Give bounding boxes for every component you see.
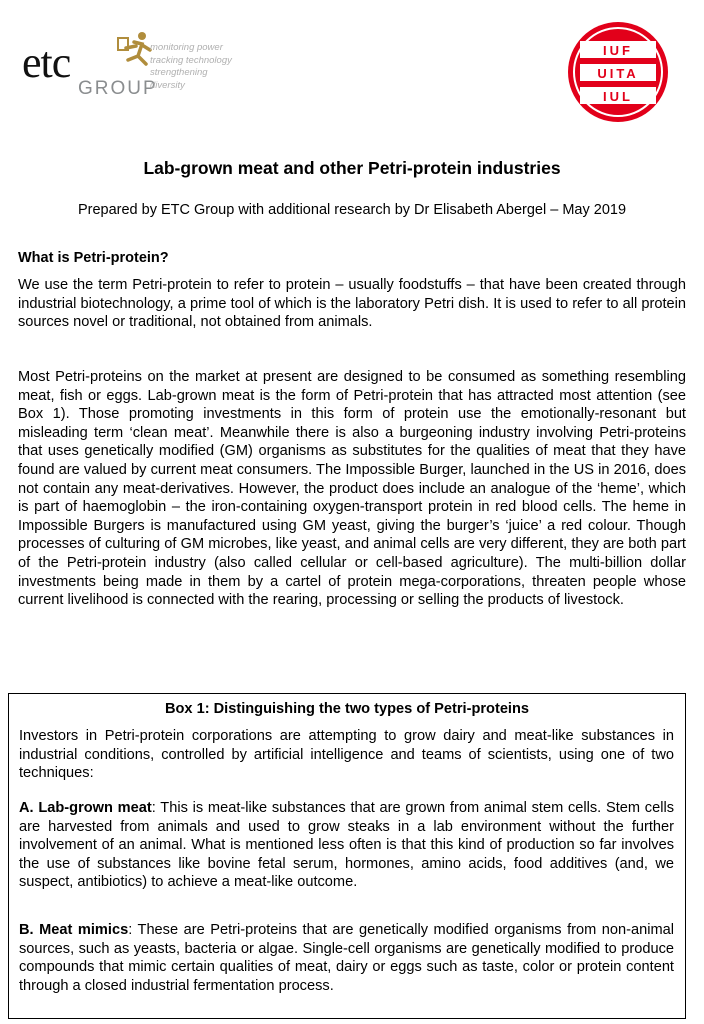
etc-tagline: monitoring power — [150, 42, 223, 53]
box-title: Box 1: Distinguishing the two types of Petri-proteins — [164, 701, 530, 717]
etc-logo-group: GROUP — [78, 78, 158, 99]
etc-logo-word: etc — [22, 38, 71, 87]
iuf-logo — [566, 20, 670, 124]
etc-tagline: tracking technology — [150, 54, 232, 66]
iuf-logo-line: UITA — [597, 66, 639, 81]
iuf-logo-line: IUL — [603, 89, 633, 104]
document-title: Lab-grown meat and other Petri-protein industries — [143, 158, 561, 178]
box-item-b-label: B. Meat mimics — [19, 922, 129, 938]
document-header — [0, 0, 704, 120]
box-item-b — [19, 921, 674, 995]
paragraph: Most Petri-proteins on the market at present are designed to be consumed as something resembling meat, fish or eggs. Lab-grown meat is the form of Petri-protein that has attracted most attention (see Box 1). Those promoting investments in this form of protein use the emotionally-resonant but misleading term ‘clean meat’. Meanwhile there is also a burgeoning industry involving Petri-proteins that uses genetically modified (GM) organisms as substitutes for the qualities of meat that they have found are valued by current meat consumers. The Impossible Burger, launched in the US in 2016, does not contain any meat-derivatives. However, the product does include an analogue of the ‘heme’, which is part of haemoglobin – the iron-containing oxygen-transport protein in red blood cells. The heme in Impossible Burgers is manufactured using GM yeast, giving the burger’s ‘juice’ a red colour. Though processes of culturing of GM microbes, like yeast, and animal cells are very different, they are both part of the Petri-protein industry (also called cellular or cell-based agriculture). The multi-billion dollar investments being made in them by a cartel of protein mega-corporations, threaten people whose current livelihood is connected with the rearing, processing or selling the products of livestock. — [18, 369, 686, 609]
etc-tagline: strengthening diversity — [150, 67, 208, 91]
box-item-a-text: : This is meat-like substances that are grown from animal stem cells. Stem cells are harvested from animals and used to grow steaks in a lab environment without the further involvement of an animal. What is mentioned less often is that this kind of production so far involves the use of substances like bovine fetal serum, hormones, amino acids, food additives (and, we suspect, antibiotics) to achieve a meat-like outcome. — [19, 800, 674, 891]
box-item-a-label: A. Lab-grown meat — [19, 800, 152, 816]
info-box — [8, 693, 686, 1019]
box-item-a — [19, 799, 674, 892]
document-subtitle: Prepared by ETC Group with additional research by Dr Elisabeth Abergel – May 2019 — [77, 202, 627, 218]
iuf-logo-line: IUF — [603, 43, 633, 58]
paragraph: We use the term Petri-protein to refer to protein – usually foodstuffs – that have been created through industrial biotechnology, a prime tool of which is the laboratory Petri dish. It is used to refer to all protein sources novel or traditional, not obtained from animals. — [18, 277, 686, 331]
etc-logo-taglines — [150, 42, 232, 92]
running-figure-icon — [112, 30, 154, 72]
etc-group-logo — [22, 30, 232, 105]
box-intro: Investors in Petri-protein corporations are attempting to grow dairy and meat-like substances in industrial conditions, controlled by artificial intelligence and teams of scientists, using one of two techniques: — [19, 728, 674, 782]
box-item-b-text: : These are Petri-proteins that are genetically modified organisms from non-animal sources, such as yeasts, bacteria or algae. Single-cell organisms are genetically modified to produce compounds that mimic certain qualities of meat, dairy or eggs such as taste, color or protein content through a closed industrial fermentation process. — [19, 922, 674, 994]
section-heading: What is Petri-protein? — [18, 250, 169, 266]
